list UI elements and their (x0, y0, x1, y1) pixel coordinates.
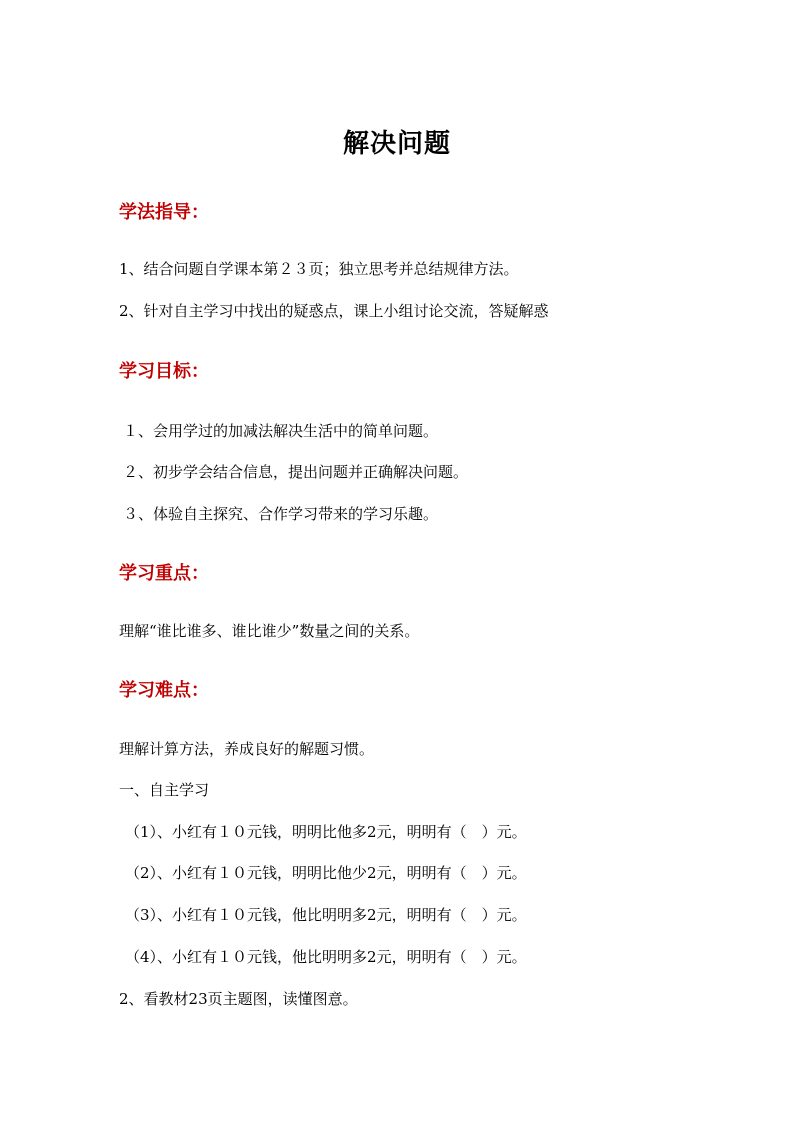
study-guide-item-1: 1、结合问题自学课本第２３页；独立思考并总结规律方法。 (119, 260, 519, 278)
difficulty-text: 理解计算方法，养成良好的解题习惯。 (119, 740, 375, 758)
self-study-footer: 2、看教材23页主题图，读懂图意。 (119, 990, 358, 1008)
section-heading-learning-goals: 学习目标： (119, 361, 209, 382)
section-heading-key-point: 学习重点： (119, 563, 209, 584)
self-study-question-1: （1）、小红有１０元钱，明明比他多2元，明明有（ ）元。 (125, 823, 527, 841)
learning-goal-item-3: ３、体验自主探究、合作学习带来的学习乐趣。 (123, 505, 439, 523)
self-study-question-4: （4）、小红有１０元钱，他比明明多2元，明明有（ ）元。 (125, 948, 527, 966)
study-guide-item-2: 2、针对自主学习中找出的疑惑点，课上小组讨论交流，答疑解惑 (119, 302, 549, 320)
self-study-question-3: （3）、小红有１０元钱，他比明明多2元，明明有（ ）元。 (125, 906, 527, 924)
key-point-text: 理解“谁比谁多、谁比谁少”数量之间的关系。 (119, 622, 420, 640)
section-heading-difficulty: 学习难点： (119, 680, 209, 701)
self-study-question-2: （2）、小红有１０元钱，明明比他少2元，明明有（ ）元。 (125, 864, 527, 882)
learning-goal-item-1: １、会用学过的加减法解决生活中的简单问题。 (123, 422, 439, 440)
learning-goal-item-2: ２、初步学会结合信息，提出问题并正确解决问题。 (123, 463, 469, 481)
section-heading-study-guide: 学法指导： (119, 202, 209, 223)
page-title: 解决问题 (342, 129, 451, 159)
self-study-heading: 一、自主学习 (119, 781, 210, 799)
